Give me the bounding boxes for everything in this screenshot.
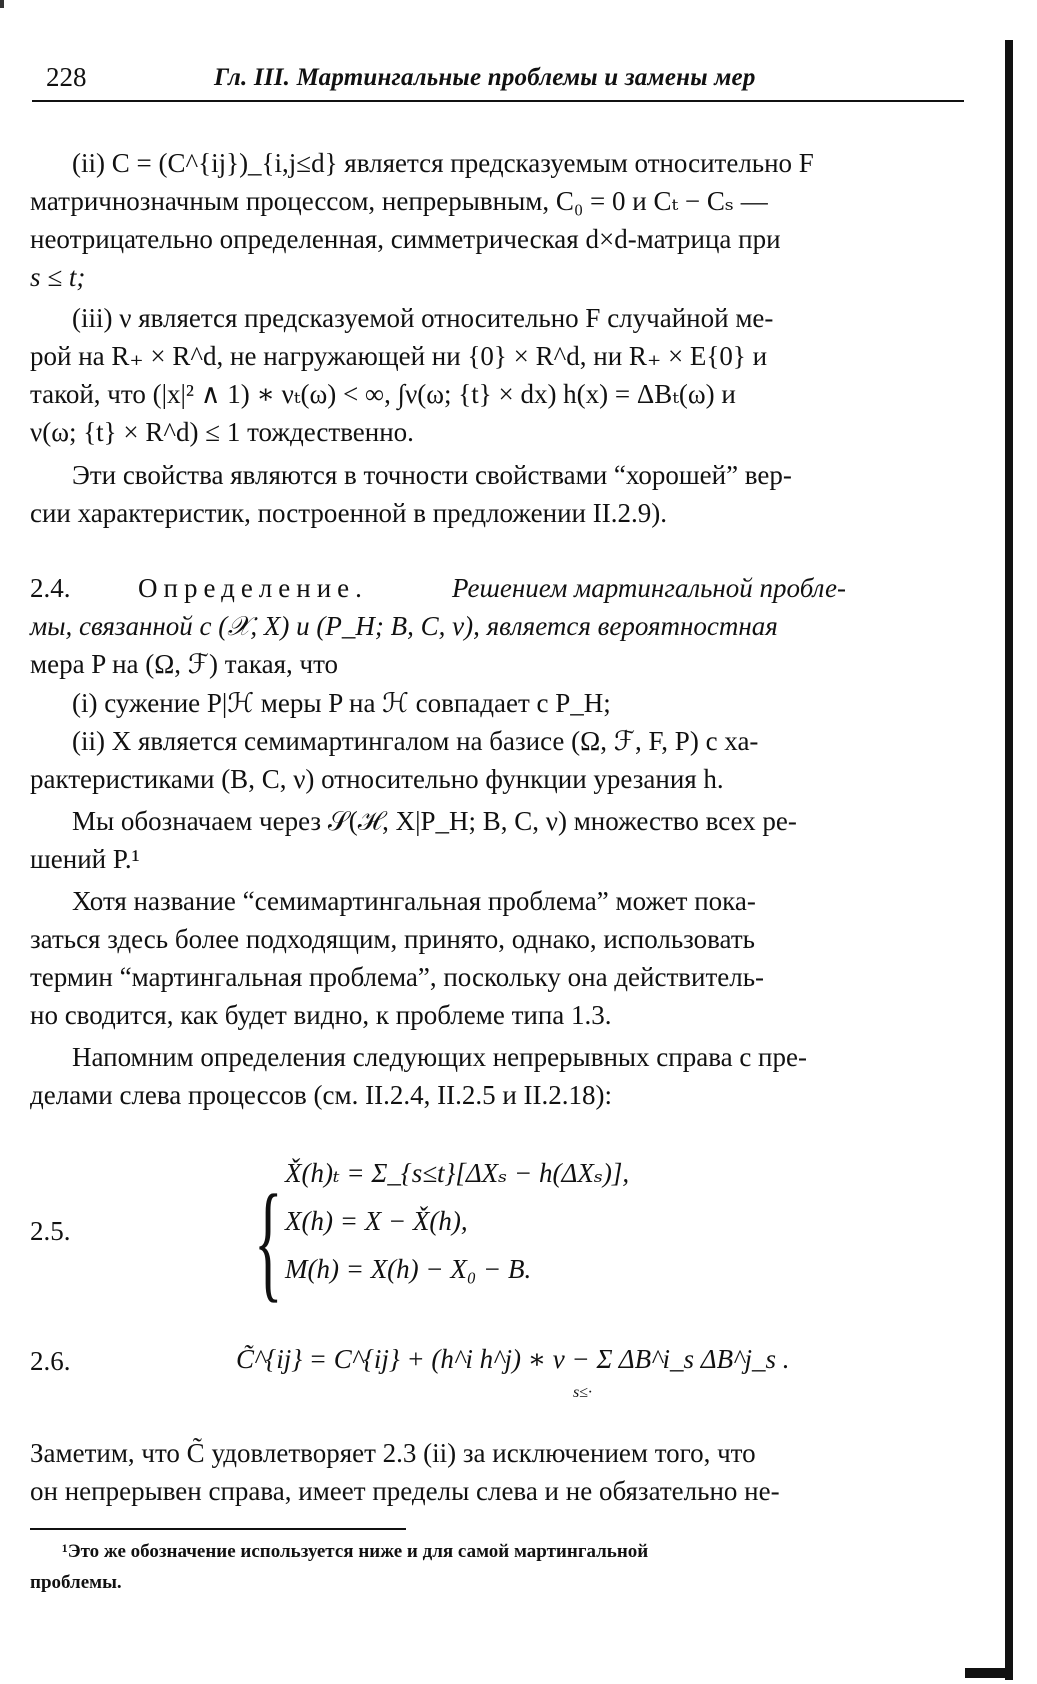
text-line: (i) сужение P|ℋ меры P на ℋ совпадает с P_H;: [72, 688, 611, 718]
text-line: шений P.¹: [30, 844, 140, 874]
footnote-line: проблемы.: [30, 1572, 122, 1593]
text-line: матричнозначным процессом, непрерывным, C₀ = 0 и Cₜ − Cₛ —: [30, 186, 768, 216]
text-line: s ≤ t;: [30, 262, 86, 292]
formula-line: X(h) = X − X̌(h),: [285, 1206, 468, 1236]
page-edge-foot: [965, 1668, 1010, 1678]
text-line: рактеристиками (B, C, ν) относительно функции урезания h.: [30, 764, 724, 794]
formula-subscript: s≤·: [573, 1384, 593, 1401]
formula-label: 2.5.: [30, 1216, 71, 1246]
text-line: Заметим, что C̃ удовлетворяет 2.3 (ii) за исключением того, что: [30, 1438, 756, 1468]
definition-number: 2.4.: [30, 573, 71, 603]
text-line: (iii) ν является предсказуемой относительно F случайной ме-: [72, 303, 774, 333]
text-line: но сводится, как будет видно, к проблеме типа 1.3.: [30, 1000, 612, 1030]
text-line: мера P на (Ω, ℱ) такая, что: [30, 649, 339, 679]
formula-label: 2.6.: [30, 1346, 71, 1376]
text-line: такой, что (|x|² ∧ 1) ∗ νₜ(ω) < ∞, ∫ν(ω; {t} × dx) h(x) = ΔBₜ(ω) и: [30, 379, 736, 409]
text-line: сии характеристик, построенной в предложении II.2.9).: [30, 498, 667, 528]
formula-line: M(h) = X(h) − X₀ − B.: [285, 1254, 532, 1284]
scan-mark: [0, 0, 4, 8]
text-line: (ii) X является семимартингалом на базисе (Ω, ℱ, F, P) с ха-: [72, 726, 759, 756]
text-line: Напомним определения следующих непрерывных справа с пре-: [72, 1042, 807, 1072]
text-line: Эти свойства являются в точности свойствами “хорошей” вер-: [72, 460, 792, 490]
text-line: заться здесь более подходящим, принято, однако, использовать: [30, 924, 755, 954]
page-number: 228: [46, 62, 87, 92]
text-line: неотрицательно определенная, симметрическая d×d-матрица при: [30, 224, 781, 254]
text-line: делами слева процессов (см. II.2.4, II.2.5 и II.2.18):: [30, 1080, 613, 1110]
page-edge-bar: [1005, 40, 1013, 1680]
definition-heading: Определение.: [138, 573, 368, 603]
text-line: ν(ω; {t} × R^d) ≤ 1 тождественно.: [30, 417, 414, 447]
page-header: [32, 58, 964, 102]
formula-line: X̌(h)ₜ = Σ_{s≤t}[ΔXₛ − h(ΔXₛ)],: [285, 1158, 630, 1188]
footnote-line: ¹Это же обозначение используется ниже и для самой мартингальной: [62, 1541, 649, 1562]
text-line: Решением мартингальной пробле-: [452, 573, 847, 603]
text-line: (ii) C = (C^{ij})_{i,j≤d} является предсказуемым относительно F: [72, 148, 814, 178]
left-brace-icon: {: [254, 1167, 283, 1314]
footnote-rule: [30, 1528, 406, 1530]
text-line: Хотя название “семимартингальная проблема” может пока-: [72, 886, 756, 916]
formula-line: C̃^{ij} = C^{ij} + (h^i h^j) ∗ ν − Σ ΔB^i_s ΔB^j_s .: [236, 1344, 790, 1374]
text-line: рой на R₊ × R^d, не нагружающей ни {0} × R^d, ни R₊ × E{0} и: [30, 341, 768, 371]
text-line: он непрерывен справа, имеет пределы слева и не обязательно не-: [30, 1476, 780, 1506]
running-title: Гл. III. Мартингальные проблемы и замены мер: [214, 64, 756, 91]
text-line: термин “мартингальная проблема”, поскольку она действитель-: [30, 962, 765, 992]
text-line: мы, связанной с (𝒳, X) и (P_H; B, C, ν), является вероятностная: [30, 611, 778, 641]
text-line: Мы обозначаем через 𝒮(ℋ, X|P_H; B, C, ν) множество всех ре-: [72, 806, 797, 836]
